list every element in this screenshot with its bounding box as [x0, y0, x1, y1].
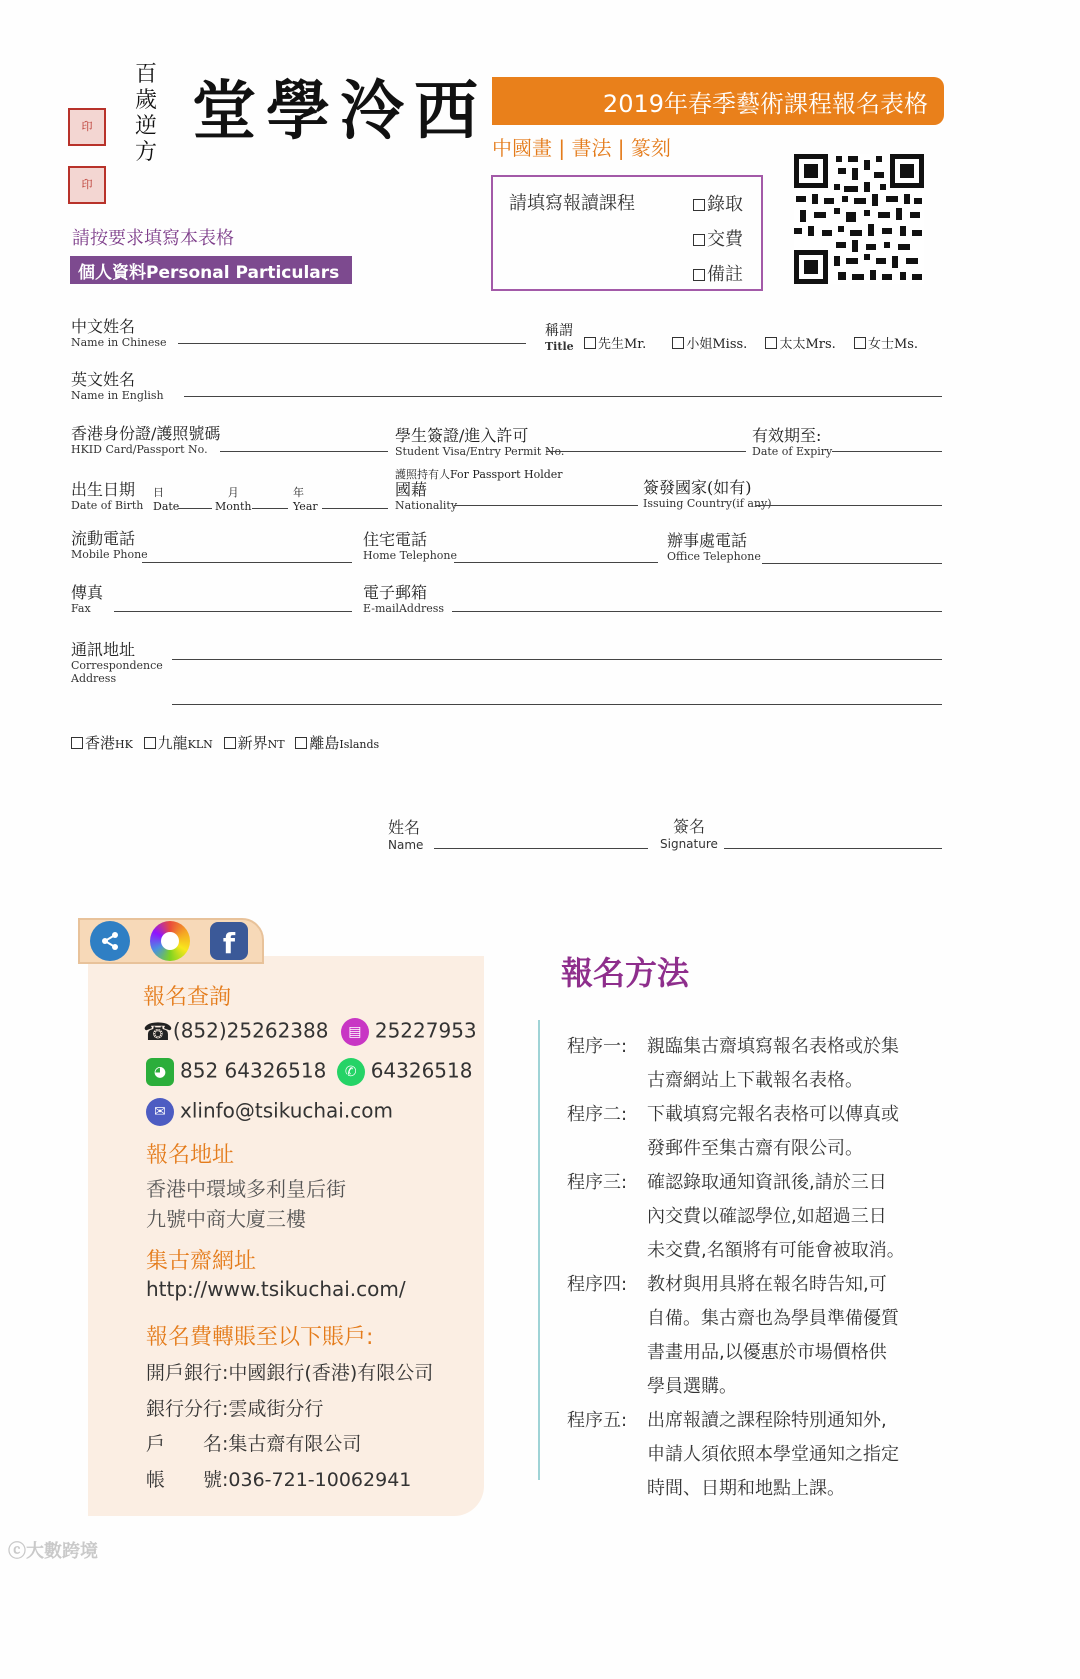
procedure-steps [567, 1030, 945, 1506]
dob-month-input[interactable] [252, 508, 288, 509]
red-seal-top: 印 [68, 108, 106, 146]
office-checklist [693, 187, 743, 292]
bank-row: 戶 名:集古齋有限公司 [146, 1433, 362, 1455]
checkbox-icon [71, 737, 83, 749]
wechat-icon: ◕ [146, 1058, 174, 1086]
procedure-step: 程序三: 確認錄取通知資訊後,請於三日 內交費以確認學位,如超過三日 未交費,名額將有可能會被取消。 [567, 1172, 905, 1261]
messaging-row [146, 1058, 472, 1086]
dob-day-input[interactable] [178, 508, 212, 509]
bank-row: 帳 號:036-721-10062941 [146, 1468, 412, 1491]
checkbox-icon [854, 337, 866, 349]
mobile-input[interactable] [142, 562, 352, 563]
mail-icon: ✉ [146, 1098, 174, 1126]
course-list: 中國畫 | 書法 | 篆刻 [492, 136, 671, 160]
issuing-country-input[interactable] [756, 505, 942, 506]
procedure-step: 程序二: 下載填寫完報名表格可以傳真或 發郵件至集古齋有限公司。 [567, 1104, 899, 1159]
checkbox-icon [295, 737, 307, 749]
bank-row: 銀行分行:雲咸街分行 [146, 1397, 324, 1420]
watermark-logo-icon: ⓒ [8, 1541, 26, 1562]
red-seal-bottom: 印 [68, 166, 106, 204]
expiry-input[interactable] [832, 451, 942, 452]
checkbox-icon [693, 234, 705, 246]
field-label-email: 電子郵箱 E-mailAddress [363, 583, 445, 615]
registration-address: 香港中環域多利皇后街 九號中商大廈三樓 [146, 1177, 346, 1231]
bank-title: 報名費轉賬至以下賬戶: [146, 1325, 374, 1350]
qr-code [794, 154, 924, 284]
email-row [146, 1098, 393, 1126]
checkbox-icon [224, 737, 236, 749]
address-input-line-2[interactable] [172, 704, 942, 705]
field-label-home: 住宅電話 Home Telephone [363, 530, 458, 562]
home-telephone-input[interactable] [454, 562, 658, 563]
title-option-mr[interactable]: 先生Mr. [584, 337, 646, 352]
camera-aperture-icon[interactable] [150, 921, 190, 961]
procedure-step: 程序一: 親臨集古齋填寫報名表格或於集 古齋網站上下載報名表格。 [567, 1036, 899, 1091]
facebook-icon[interactable]: f [210, 922, 248, 960]
nationality-input[interactable] [454, 505, 638, 506]
enquiry-title: 報名查詢 [143, 985, 232, 1010]
checkbox-icon [693, 269, 705, 281]
fax-input[interactable] [114, 611, 352, 612]
procedure-step: 程序四: 教材與用具將在報名時告知,可 自備。集古齋也為學員準備優質 書畫用品,以優惠於市場價格供 學員選購。 [567, 1274, 899, 1397]
procedure-step: 程序五: 出席報讀之課程除特別通知外, 申請人須依照本學堂通知之指定 時間、日期和地點上課。 [567, 1410, 899, 1499]
share-icon[interactable] [90, 921, 130, 961]
district-option-hk[interactable]: 香港HK [71, 734, 133, 752]
whatsapp-icon: ✆ [337, 1058, 365, 1086]
website-link[interactable]: http://www.tsikuchai.com/ [146, 1277, 406, 1301]
fax-printer-icon: ▤ [341, 1018, 369, 1046]
district-option-kln[interactable]: 九龍KLN [144, 734, 213, 752]
field-label-office: 辦事處電話 Office Telephone [667, 531, 761, 563]
dob-day[interactable]: 日 Date [153, 486, 180, 513]
sign-name-input[interactable] [434, 848, 648, 849]
procedure-title: 報名方法 [561, 954, 690, 992]
title-options [584, 333, 918, 352]
signature-input[interactable] [724, 848, 942, 849]
passport-holder-note: 護照持有人For Passport Holder [395, 468, 563, 481]
office-telephone-input[interactable] [762, 563, 942, 564]
dob-month[interactable]: 月 Month [215, 486, 252, 513]
telephone-icon: ☎ [143, 1018, 173, 1046]
bank-details [146, 1356, 433, 1498]
office-option[interactable]: 備註 [693, 257, 743, 292]
field-label-sign-name: 姓名 Name [388, 818, 424, 852]
form-title: 2019年春季藝術課程報名表格 [602, 89, 928, 118]
field-label-chinese-name: 中文姓名 Name in Chinese [71, 317, 167, 349]
field-label-hkid: 香港身份證/護照號碼 HKID Card/Passport No. [71, 424, 221, 456]
course-label: 請填寫報讀課程 [509, 193, 635, 214]
title-option-ms[interactable]: 女士Ms. [854, 337, 918, 352]
bank-row: 開戶銀行:中國銀行(香港)有限公司 [146, 1362, 434, 1384]
english-name-input[interactable] [184, 396, 942, 397]
field-label-expiry: 有效期至: Date of Expiry [752, 426, 833, 458]
field-label-english-name: 英文姓名 Name in English [71, 370, 164, 402]
form-title-banner [492, 77, 944, 125]
field-label-fax: 傳真 Fax [71, 583, 104, 615]
checkbox-icon [144, 737, 156, 749]
office-option[interactable]: 交費 [693, 222, 743, 257]
section-header-personal: 個人資料Personal Particulars [70, 256, 352, 284]
checkbox-icon [693, 199, 705, 211]
phone-number[interactable]: (852)25262388 [172, 1018, 329, 1043]
website-title: 集古齋網址 [146, 1249, 257, 1274]
checkbox-icon [765, 337, 777, 349]
title-option-miss[interactable]: 小姐Miss. [672, 337, 747, 352]
field-label-issuing: 簽發國家(如有) Issuing Country(if any) [643, 478, 772, 510]
dob-year-input[interactable] [322, 508, 388, 509]
email-input[interactable] [452, 611, 942, 612]
phone-row [143, 1018, 477, 1046]
dob-year[interactable]: 年 Year [293, 486, 318, 513]
field-label-title: 稱謂 Title [545, 323, 574, 353]
district-options [71, 732, 379, 753]
field-label-signature: 簽名 Signature [660, 817, 718, 851]
wechat-number[interactable]: 852 64326518 [180, 1058, 327, 1083]
field-label-visa: 學生簽證/進入許可 Student Visa/Entry Permit No. [395, 426, 565, 458]
hkid-input[interactable] [220, 451, 388, 452]
whatsapp-number[interactable]: 64326518 [370, 1058, 473, 1083]
field-label-nationality: 國藉 Nationality [395, 480, 458, 512]
procedure-divider [538, 1020, 540, 1480]
field-label-mobile: 流動電話 Mobile Phone [71, 529, 148, 561]
email-address[interactable]: xlinfo@tsikuchai.com [180, 1098, 393, 1123]
district-option-islands[interactable]: 離島Islands [295, 734, 379, 752]
address-input-line-1[interactable] [172, 659, 942, 660]
field-label-address: 通訊地址 Correspondence Address [71, 640, 163, 685]
calligraphy-title: 西泠學堂 [192, 74, 488, 149]
checkbox-icon [672, 337, 684, 349]
office-option[interactable]: 錄取 [693, 187, 743, 222]
fax-number[interactable]: 25227953 [374, 1018, 477, 1043]
chinese-name-input[interactable] [178, 343, 526, 344]
field-label-dob: 出生日期 Date of Birth [71, 480, 144, 512]
title-option-mrs[interactable]: 太太Mrs. [765, 337, 835, 352]
visa-input[interactable] [546, 451, 746, 452]
instruction-text: 請按要求填寫本表格 [72, 228, 234, 249]
watermark: ⓒ大數跨境 [8, 1541, 98, 1562]
checkbox-icon [584, 337, 596, 349]
calligraphy-side-text: 百歲逆方 [135, 62, 158, 165]
office-use-box [491, 175, 763, 291]
district-option-nt[interactable]: 新界NT [224, 734, 285, 752]
address-title: 報名地址 [146, 1143, 235, 1168]
